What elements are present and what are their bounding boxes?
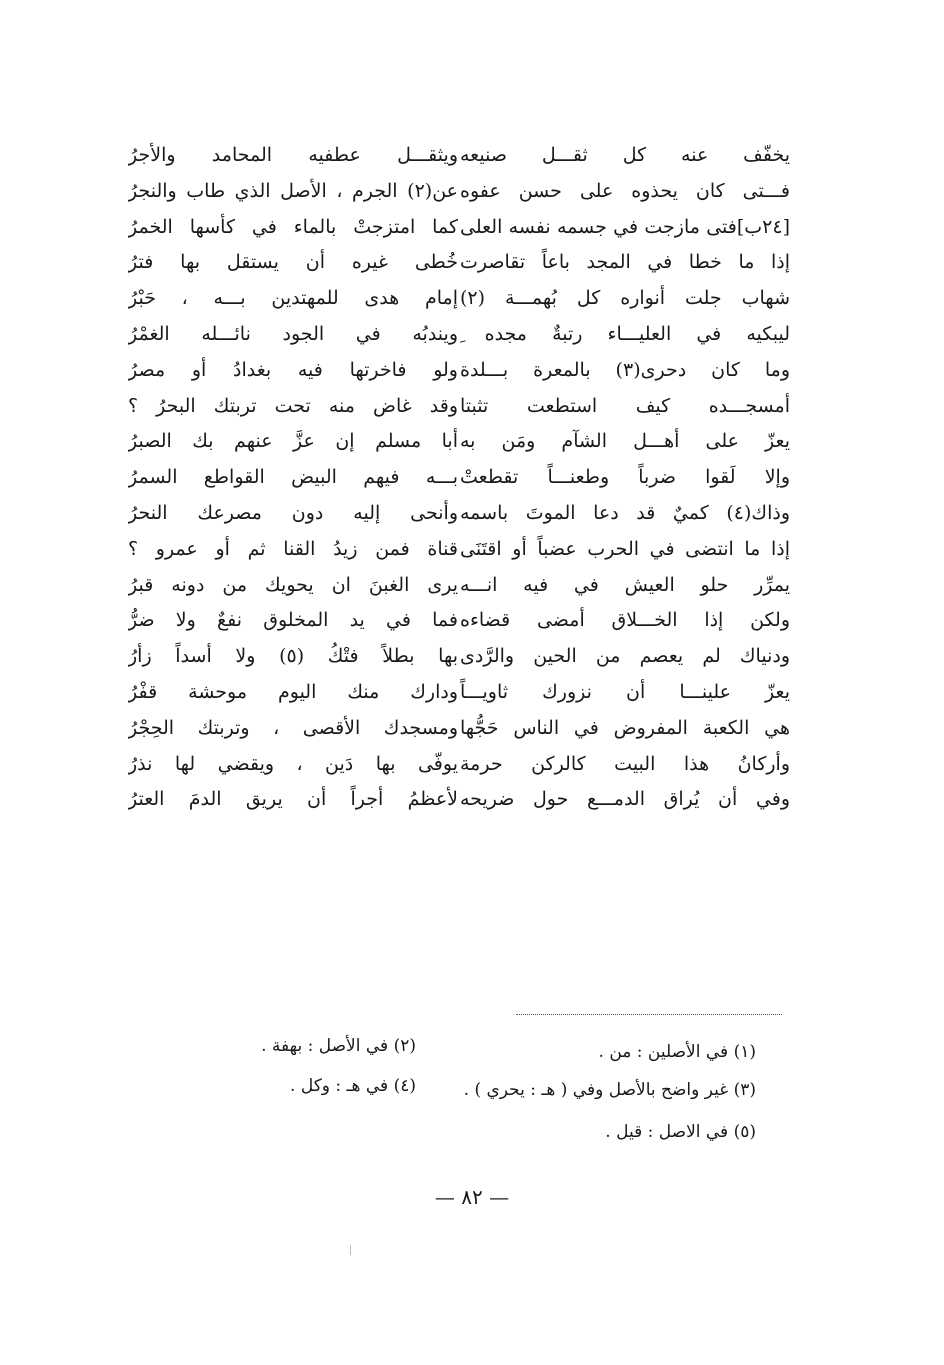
- footnote-3: (٣) غير واضح بالأصل وفي ( هـ : يحري ) .: [463, 1080, 756, 1100]
- left-column-verse: وقد غاض منه تحت تربتك البحرُ ؟: [128, 394, 458, 417]
- poem-right-column: [460, 138, 790, 818]
- left-column-verse: ويثقـــل عطفيه المحامد والأجرُ: [128, 144, 458, 166]
- footnote-2: (٢) في الأصل : بهفة .: [261, 1036, 416, 1056]
- left-column-verse: عن(٢) الجرم ، الأصل الذي طاب والنجرُ: [128, 179, 458, 202]
- scan-artifact: [350, 1245, 351, 1255]
- right-column-verse: ولكن إذا الخـــلاق أمضى قضاءه: [460, 609, 790, 632]
- left-column-verse: يرى الغبنَ ان يحويك من دونه قبرُ: [128, 573, 458, 596]
- right-column-verse: أمسجـــده كيف استطعت تثبتا: [460, 394, 790, 417]
- right-column-verse: يخفّف عنه كل ثقـــل صنيعه: [460, 144, 790, 166]
- footnote-1: (١) في الأصلين : من .: [598, 1042, 756, 1062]
- right-column-verse: يمرِّر حلو العيش في فيه انـــه: [460, 573, 790, 596]
- right-column-verse: وفي أن يُراق الدمـــع حول ضريحه: [460, 788, 790, 811]
- left-column-verse: ولو فاخرتها فيه بغدادُ أو مصرُ: [128, 358, 458, 381]
- right-column-verse: يعزّ علينـــا أن نزورك ثاويـــاً: [460, 680, 790, 703]
- left-column-verse: يوفّى بها دَين ، ويقضي لها نذرُ: [128, 752, 458, 775]
- left-column-verse: إمام هدى للمهتدين بـــه ، حَبْرُ: [128, 287, 458, 310]
- footnote-5: (٥) في الاصل : قيل .: [605, 1122, 756, 1142]
- right-column-verse: ليبكيه في العليـــاء رتبةٌ مجده ِ: [460, 322, 790, 345]
- right-column-verse: ودنياك لم يعصم من الحين والرَّدى: [460, 645, 790, 668]
- left-column-verse: وأنحى إليه دون مصرعك النحرُ: [128, 501, 458, 524]
- page-number: — ٨٢ —: [434, 1185, 510, 1209]
- right-column-verse: فـــتى كان يحذوه على حسن عفوه: [460, 179, 790, 202]
- left-column-verse: ومسجدك الأقصى ، وتربتك الحِجْرُ: [128, 716, 458, 739]
- poem-left-column: [128, 138, 458, 818]
- left-column-verse: ويندبُه في الجود نائـــله الغمْرُ: [128, 322, 458, 345]
- left-column-verse: لأعظمُ أجراً أن يريق الدمَ العترُ: [128, 788, 458, 811]
- right-column-verse: هي الكعبة المفروض في الناس حَجُّها: [460, 716, 790, 739]
- footnote-separator: [516, 1014, 782, 1015]
- left-column-verse: فما في يد المخلوق نفعٌ ولا ضرُّ: [128, 609, 458, 632]
- left-column-verse: كما امتزجتْ بالماء في كأسها الخمرُ: [128, 215, 458, 238]
- left-column-verse: خُطى غيره أن يستقل بها فترُ: [128, 251, 458, 274]
- right-column-verse: يعزّ على أهـــل الشآم ومَن به: [460, 430, 790, 453]
- left-column-verse: قناة فمن زيدُ القنا ثم أو عمرو ؟: [128, 537, 458, 560]
- right-column-verse: وذاك(٤) كميٌ قد دعا الموتَ باسمه: [460, 501, 790, 524]
- footnote-4: (٤) في هـ : وكل .: [290, 1076, 416, 1096]
- right-column-verse: وما كان دحرى(٣) بالمعرة بـــلدة: [460, 358, 790, 381]
- left-column-verse: أبا مسلم إن عزَّ عنهم بك الصبرُ: [128, 430, 458, 453]
- right-column-verse: وأركانُ هذا البيت كالركن حرمة: [460, 752, 790, 775]
- left-column-verse: ودارك منك اليوم موحشة قفْرُ: [128, 680, 458, 703]
- right-column-verse: [٢٤ب]فتى مازجت في جسمه نفسه العلى: [460, 215, 790, 238]
- left-column-verse: بـــه فيهم البيض القواطع السمرُ: [128, 466, 458, 489]
- right-column-verse: وإلا لَقوا ضرباً وطعنـــاً تقطعتْ: [460, 466, 790, 489]
- right-column-verse: إذا ما خطا في المجد باعاً تقاصرت: [460, 251, 790, 274]
- left-column-verse: بها بطلاً فتْكُ (٥) ولا أسداً زأرُ: [128, 645, 458, 668]
- right-column-verse: إذا ما انتضى في الحرب عضباً أو اقتَنَى: [460, 537, 790, 560]
- right-column-verse: شهاب جلت أنواره كل بُهمـــة (٢): [460, 287, 790, 310]
